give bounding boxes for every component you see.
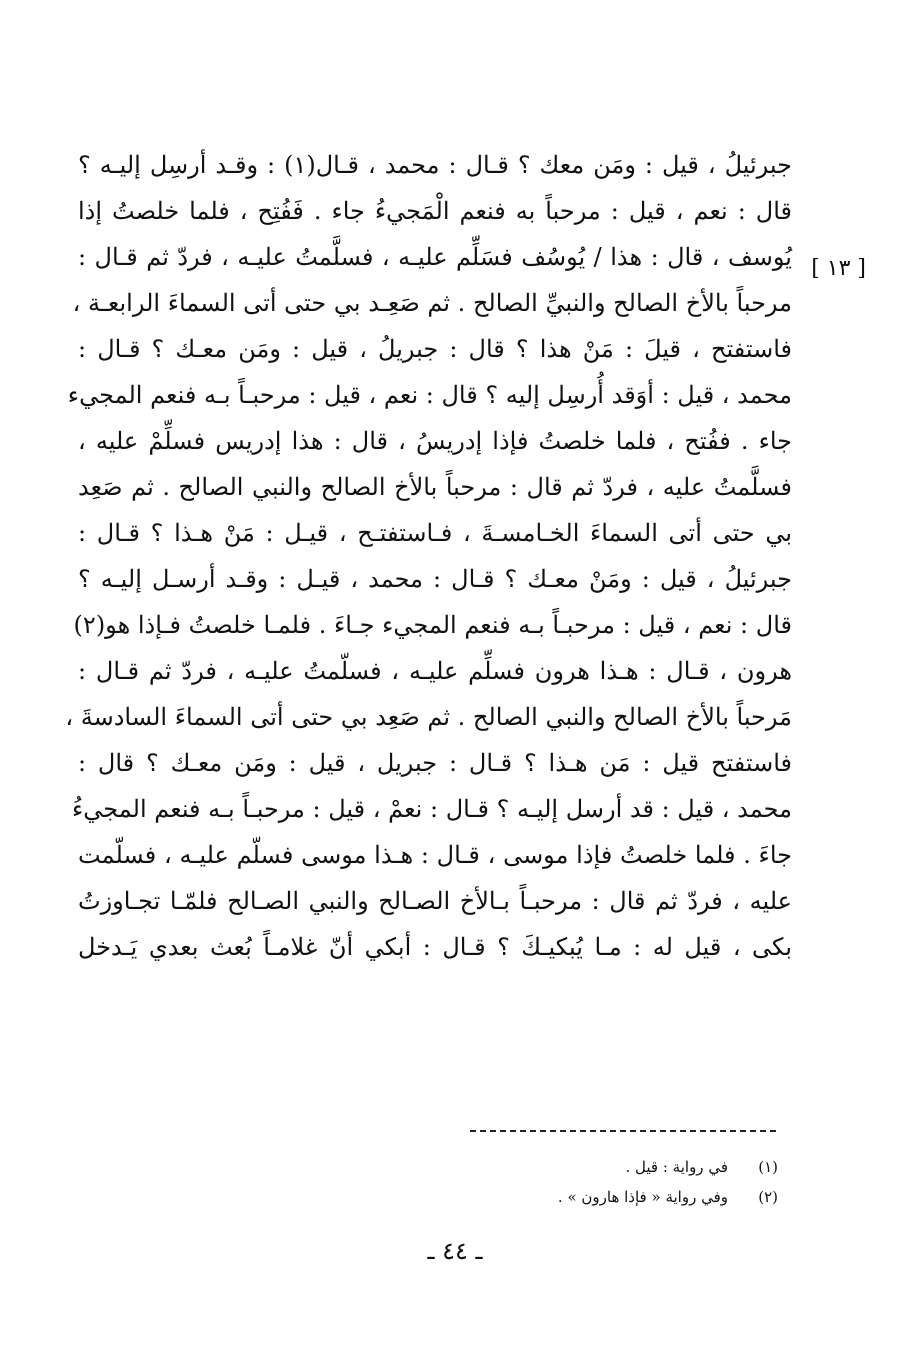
footnotes — [358, 1152, 778, 1212]
text-line: بي حتى أتى السماءَ الخـامسـةَ ، فـاستفتـح ، قيـل : مَنْ هـذا ؟ قـال : — [78, 519, 792, 547]
text-line: فاستفتح قيل : مَن هـذا ؟ قـال : جبريل ، قيل : ومَن معـك ؟ قال : — [78, 749, 792, 777]
text-line: جاءَ . فلما خلصتُ فإذا موسى ، قـال : هـذا موسى فسلّم عليـه ، فسلّمت — [78, 841, 792, 869]
footnote-item — [358, 1182, 778, 1212]
text-line: عليه ، فردّ ثم قال : مرحبـاً بـالأخ الصـالح والنبي الصـالح فلمّـا تجـاوزتُ — [78, 887, 792, 915]
text-line: قال : نعم ، قيل : مرحبـاً بـه فنعم المجيء جـاءَ . فلمـا خلصتُ فـإذا هو(٢) — [73, 611, 792, 639]
footnote-item — [358, 1152, 778, 1182]
footnote-text: وفي رواية « فإذا هارون » . — [557, 1188, 728, 1206]
text-line: يُوسف ، قال : هذا / يُوسُف فسَلِّم عليـه ، فسلَّمتُ عليـه ، فردّ ثم قـال : — [78, 243, 792, 271]
page-number: ـ ٤٤ ـ — [427, 1237, 483, 1265]
text-line: بكى ، قيل له : مـا يُبكيـكَ ؟ قـال : أبكي أنّ غلامـاً بُعث بعدي يَـدخل — [78, 933, 792, 961]
text-line: جبرئيلُ ، قيل : ومَن معك ؟ قـال : محمد ، قـال(١) : وقـد أرسِل إليـه ؟ — [78, 151, 793, 179]
text-line: مرحباً بالأخ الصالح والنبيِّ الصالح . ثم صَعِـد بي حتى أتى السماءَ الرابعـة ، — [72, 289, 792, 317]
footnote-text: في رواية : قيل . — [625, 1158, 728, 1176]
text-line: مَرحباً بالأخ الصالح والنبي الصالح . ثم صَعِد بي حتى أتى السماءَ السادسةَ ، — [65, 703, 792, 731]
text-line: جبرئيلُ ، قيل : ومَنْ معـك ؟ قـال : محمد ، قيـل : وقـد أرسـل إليـه ؟ — [78, 565, 792, 593]
main-text-block — [65, 142, 793, 970]
text-line: جاء . ففُتح ، فلما خلصتُ فإذا إدريسُ ، قال : هذا إدريس فسلِّمْ عليه ، — [78, 427, 792, 455]
margin-hadith-number: [ ١٣ ] — [811, 256, 866, 281]
text-line: فاستفتح ، قيلَ : مَنْ هذا ؟ قال : جبريلُ ، قيل : ومَن معـك ؟ قـال : — [78, 335, 792, 363]
text-line: محمد ، قيل : قد أرسل إليـه ؟ قـال : نعمْ ، قيل : مرحبـاً بـه فنعم المجيءُ — [72, 795, 792, 823]
footnote-number: (٢) — [758, 1188, 778, 1206]
text-line: هرون ، قـال : هـذا هرون فسلِّم عليـه ، فسلّمتُ عليـه ، فردّ ثم قـال : — [78, 657, 792, 685]
text-line: قال : نعم ، قيل : مرحباً به فنعم الْمَجيءُ جاء . فَفُتِح ، فلما خلصتُ إذا — [78, 197, 792, 225]
footnote-number: (١) — [758, 1158, 778, 1176]
footnote-separator — [470, 1130, 776, 1132]
text-line: محمد ، قيل : أوَقد أُرسِل إليه ؟ قال : نعم ، قيل : مرحبـاً بـه فنعم المجيء — [67, 381, 792, 409]
text-line: فسلَّمتُ عليه ، فردّ ثم قال : مرحباً بالأخ الصالح والنبي الصالح . ثم صَعِد — [78, 473, 792, 501]
